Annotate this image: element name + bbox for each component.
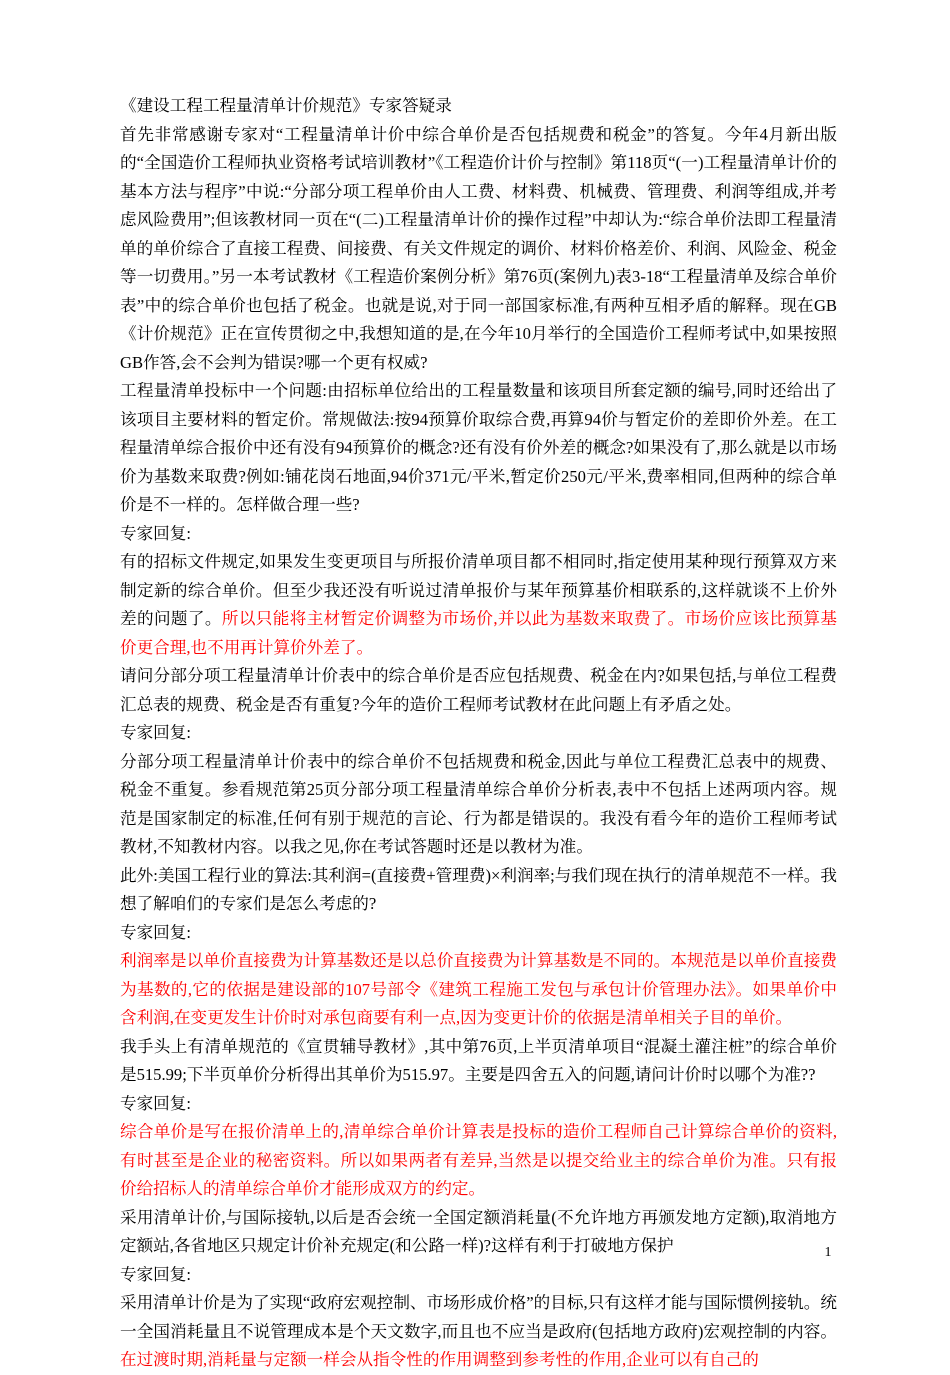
- question-paragraph: [120, 662, 837, 719]
- question-paragraph: [120, 121, 837, 378]
- highlighted-text-run: 所以只能将主材暂定价调整为市场价,并以此为基数来取费了。市场价应该比预算基价更合理,也不用再计算价外差了。: [120, 609, 837, 657]
- text-run: 分部分项工程量清单计价表中的综合单价不包括规费和税金,因此与单位工程费汇总表中的规费、税金不重复。参看规范第25页分部分项工程量清单综合单价分析表,表中不包括上述两项内容。规范是国家制定的标准,任何有别于规范的言论、行为都是错误的。我没有看今年的造价工程师考试教材,不知教材内容。以我之见,你在考试答题时还是以教材为准。: [120, 751, 837, 856]
- expert-reply-label: [120, 719, 837, 748]
- text-run: 专家回复:: [120, 1264, 191, 1284]
- text-run: 专家回复:: [120, 523, 191, 543]
- document-body: [120, 92, 837, 1375]
- text-run: 请问分部分项工程量清单计价表中的综合单价是否应包括规费、税金在内?如果包括,与单位工程费汇总表的规费、税金是否有重复?今年的造价工程师考试教材在此问题上有矛盾之处。: [120, 666, 837, 714]
- highlighted-text-run: 综合单价是写在报价清单上的,清单综合单价计算表是投标的造价工程师自己计算综合单价的资料,有时甚至是企业的秘密资料。所以如果两者有差异,当然是以提交给业主的综合单价为准。只有报价给招标人的清单综合单价才能形成双方的约定。: [120, 1122, 837, 1198]
- text-run: 专家回复:: [120, 723, 191, 742]
- text-run: 首先非常感谢专家对“工程量清单计价中综合单价是否包括规费和税金”的答复。今年4月新出版的“全国造价工程师执业资格考试培训教材”《工程造价计价与控制》第118页“(一)工程量清单计价的基本方法与程序”中说:“分部分项工程单价由人工费、材料费、机械费、管理费、利润等组成,并考虑风险费用”;但该教材同一页在“(二)工程量清单计价的操作过程”中却认为:“综合单价法即工程量清单的单价综合了直接工程费、间接费、有关文件规定的调价、材料价格差价、利润、风险金、税金等一切费用。”另一本考试教材《工程造价案例分析》第76页(案例九)表3-18“工程量清单及综合单价表”中的综合单价也包括了税金。也就是说,对于同一部国家标准,有两种互相矛盾的解释。现在GB《计价规范》正在宣传贯彻之中,我想知道的是,在今年10月举行的全国造价工程师考试中,如果按照GB作答,会不会判为错误?哪一个更有权威?: [120, 124, 837, 372]
- doc-title: [120, 92, 837, 121]
- expert-reply-label: [120, 520, 837, 549]
- reply-paragraph: [120, 548, 837, 662]
- expert-reply-label: [120, 1090, 837, 1119]
- question-paragraph: [120, 377, 837, 520]
- question-paragraph: [120, 1033, 837, 1090]
- highlighted-text-run: 利润率是以单价直接费为计算基数还是以总价直接费为计算基数是不同的。本规范是以单价直接费为基数的,它的依据是建设部的107号部令《建筑工程施工发包与承包计价管理办法》。如果单价中含利润,在变更发生计价时对承包商要有利一点,因为变更计价的依据是清单相关子目的单价。: [120, 951, 837, 1027]
- text-run: 《建设工程工程量清单计价规范》专家答疑录: [120, 96, 452, 115]
- text-run: 采用清单计价是为了实现“政府宏观控制、市场形成价格”的目标,只有这样才能与国际惯例接轨。统一全国消耗量且不说管理成本是个天文数字,而且也不应当是政府(包括地方政府)宏观控制的内容。: [120, 1293, 837, 1341]
- text-run: 专家回复:: [120, 922, 191, 942]
- reply-paragraph: [120, 947, 837, 1033]
- text-run: 我手头上有清单规范的《宣贯辅导教材》,其中第76页,上半页清单项目“混凝土灌注桩”的综合单价是515.99;下半页单价分析得出其单价为515.97。主要是四舍五入的问题,请问计价时以哪个为准??: [120, 1036, 837, 1084]
- text-run: 此外:美国工程行业的算法:其利润=(直接费+管理费)×利润率;与我们现在执行的清单规范不一样。我想了解咱们的专家们是怎么考虑的?: [120, 865, 837, 913]
- page-number: 1: [824, 1245, 832, 1260]
- text-run: 专家回复:: [120, 1093, 191, 1113]
- reply-paragraph: [120, 1118, 837, 1204]
- question-paragraph: [120, 1204, 837, 1261]
- expert-reply-label: [120, 1261, 837, 1290]
- text-run: 有的招标文件规定,如果发生变更项目与所报价清单项目都不相同时,指定使用某种现行预算双方来制定新的综合单价。但至少我还没有听说过清单报价与某年预算基价相联系的,这样就谈不上价外差的问题了。: [120, 552, 837, 628]
- question-paragraph: [120, 862, 837, 919]
- reply-paragraph: [120, 1289, 837, 1375]
- text-run: 工程量清单投标中一个问题:由招标单位给出的工程量数量和该项目所套定额的编号,同时还给出了该项目主要材料的暂定价。常规做法:按94预算价取综合费,再算94价与暂定价的差即价外差。在工程量清单综合报价中还有没有94预算价的概念?还有没有价外差的概念?如果没有了,那么就是以市场价为基数来取费?例如:铺花岗石地面,94价371元/平米,暂定价250元/平米,费率相同,但两种的综合单价是不一样的。怎样做合理一些?: [120, 381, 837, 514]
- expert-reply-label: [120, 919, 837, 948]
- text-run: 采用清单计价,与国际接轨,以后是否会统一全国定额消耗量(不允许地方再颁发地方定额),取消地方定额站,各省地区只规定计价补充规定(和公路一样)?这样有利于打破地方保护: [120, 1207, 837, 1255]
- reply-paragraph: [120, 748, 837, 862]
- highlighted-text-run: 在过渡时期,消耗量与定额一样会从指令性的作用调整到参考性的作用,企业可以有自己的: [120, 1350, 759, 1369]
